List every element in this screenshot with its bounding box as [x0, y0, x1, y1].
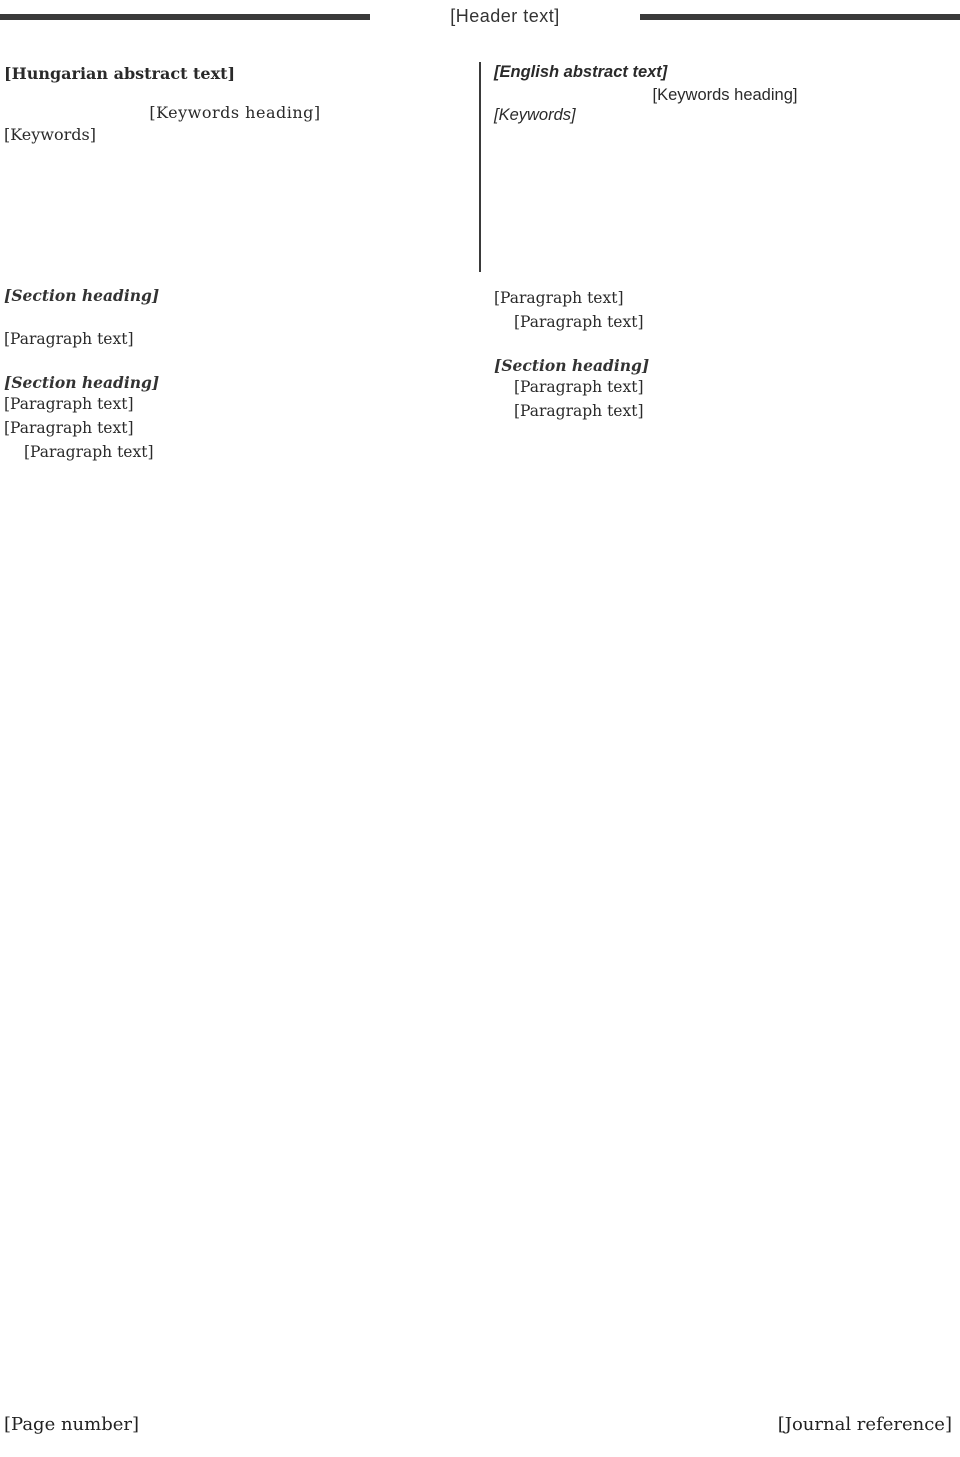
page-number: [Page number] [4, 1414, 140, 1435]
header-rule-right [640, 14, 960, 20]
abstract-english [494, 62, 956, 125]
paragraph: [Paragraph text] [514, 402, 644, 420]
journal-reference: [Journal reference] [777, 1414, 952, 1435]
keywords-hungarian: [Keywords] [4, 124, 96, 144]
paragraph: [Paragraph text] [514, 313, 644, 331]
page-header [0, 0, 960, 34]
body-column-right [494, 286, 956, 1396]
paragraph: [Paragraph text] [494, 289, 624, 307]
abstract-english-text: [English abstract text] [494, 63, 668, 81]
page-footer [0, 1410, 960, 1450]
paragraph: [Paragraph text] [4, 395, 134, 413]
paragraph: [Paragraph text] [24, 443, 154, 461]
paragraph: [Paragraph text] [4, 330, 134, 348]
section-heading-introduction: [Section heading] [4, 286, 160, 305]
section-heading-mechanism: [Section heading] [494, 356, 650, 375]
header-authors: [Header text] [450, 6, 560, 26]
abstract-hungarian-text: [Hungarian abstract text] [4, 64, 236, 83]
section-heading-cell-therapies: [Section heading] [4, 373, 160, 392]
paragraph: [Paragraph text] [4, 419, 134, 437]
keywords-heading-english: [Keywords heading] [652, 86, 798, 104]
abstract-divider [479, 62, 481, 272]
keywords-english: [Keywords] [494, 106, 576, 124]
paragraph: [Paragraph text] [514, 378, 644, 396]
abstract-area [0, 56, 960, 276]
body-column-left [4, 286, 466, 1396]
header-rule-left [0, 14, 370, 20]
abstract-hungarian [4, 62, 466, 146]
keywords-heading-hungarian: [Keywords heading] [149, 102, 321, 122]
